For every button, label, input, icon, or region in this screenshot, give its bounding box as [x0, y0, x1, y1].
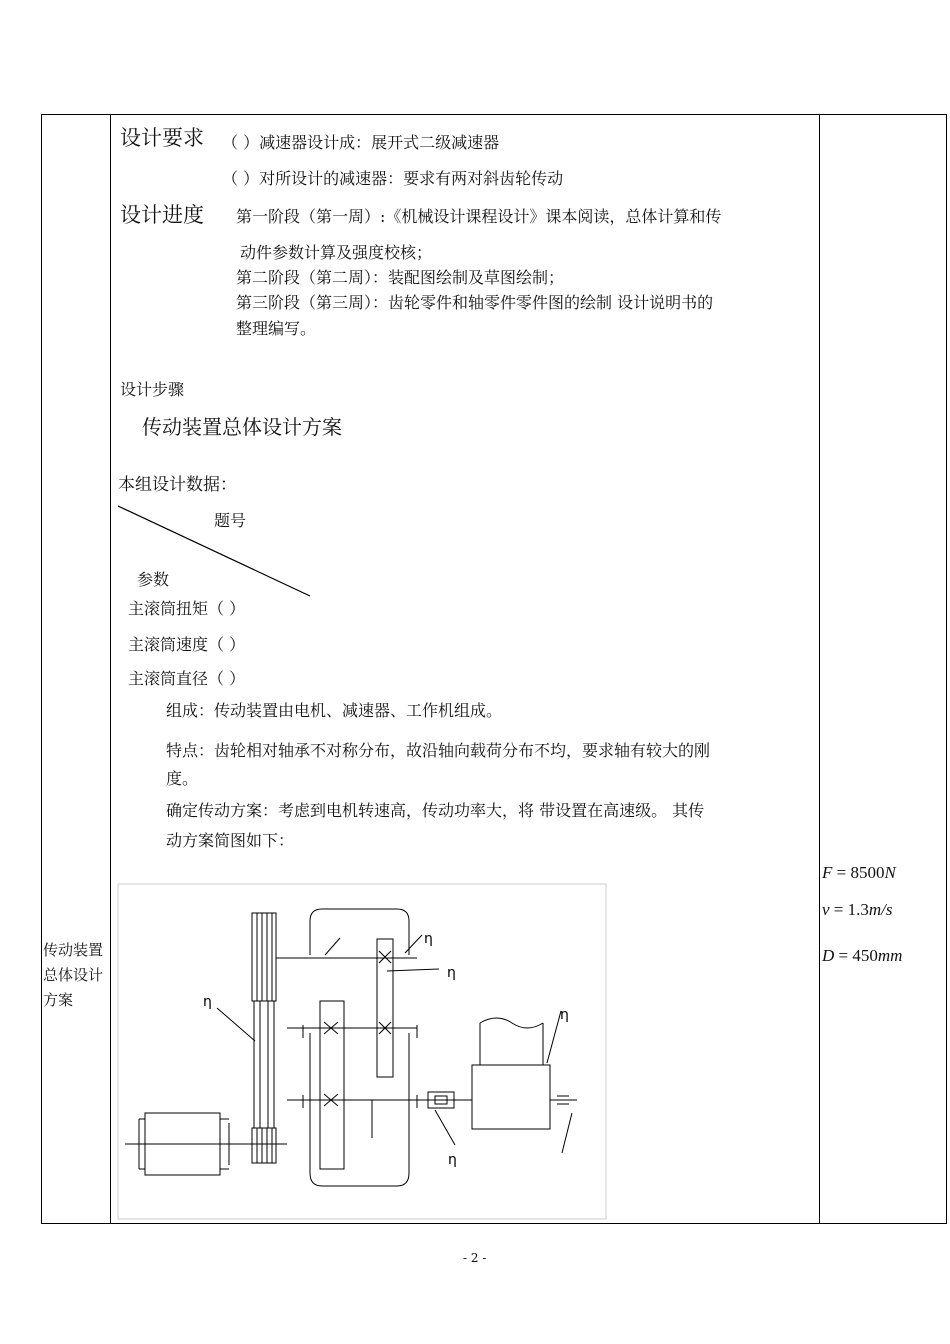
page-number: - 2 - [463, 1251, 487, 1265]
force-value [822, 863, 896, 883]
diameter-symbol: D [822, 946, 835, 965]
column-divider-right [819, 114, 820, 1224]
param-row: 主滚筒扭矩（ ） [128, 599, 246, 618]
transmission-diagram [117, 883, 607, 1220]
progress-line: 整理编写。 [236, 319, 317, 338]
belt-drive-icon [252, 913, 276, 1163]
param-row: 主滚筒直径（ ） [128, 669, 246, 688]
speed-unit: m/s [868, 900, 893, 919]
force-symbol: F [822, 863, 833, 882]
eta-label: η [447, 965, 456, 981]
column-divider-left [110, 114, 111, 1224]
design-progress-label: 设计进度 [120, 203, 204, 227]
force-unit: N [884, 863, 896, 882]
scheme-text: 确定传动方案：考虑到电机转速高，传动功率大，将 带设置在高速级。 其传 [166, 801, 705, 820]
gear-pair-high-icon [377, 939, 393, 1077]
eta-label: η [560, 1007, 569, 1023]
composition-text: 组成：传动装置由电机、减速器、工作机组成。 [166, 701, 503, 720]
left-column-line: 传动装置 [43, 941, 104, 959]
eta-label: η [203, 994, 212, 1010]
progress-line: 第二阶段（第二周）：装配图绘制及草图绘制； [236, 268, 565, 287]
diameter-unit: mm [877, 946, 903, 965]
diagram-border [118, 884, 606, 1219]
group-data-label: 本组设计数据： [118, 475, 237, 495]
motor-icon [125, 1113, 287, 1175]
drum-icon [472, 1018, 577, 1129]
features-text: 度。 [166, 769, 199, 788]
design-requirements-label: 设计要求 [120, 126, 204, 150]
speed-value [822, 900, 893, 920]
requirement-line: （ ）减速器设计成：展开式二级减速器 [222, 133, 500, 152]
table-header-bottom: 参数 [137, 570, 170, 589]
left-column-label [43, 938, 103, 1013]
diameter-number: = 450 [834, 946, 878, 965]
requirement-line: （ ）对所设计的减速器：要求有两对斜齿轮传动 [222, 169, 564, 188]
force-number: = 8500 [832, 863, 885, 882]
table-header-top: 题号 [214, 511, 247, 530]
diameter-value [822, 946, 902, 966]
design-steps-label: 设计步骤 [120, 380, 185, 399]
section-title: 传动装置总体设计方案 [142, 415, 342, 439]
left-column-line: 总体设计 [43, 966, 104, 984]
param-row: 主滚筒速度（ ） [128, 635, 246, 654]
features-text: 特点：齿轮相对轴承不对称分布，故沿轴向载荷分布不均，要求轴有较大的刚 [166, 741, 711, 760]
gear-pair-low-icon [320, 1001, 372, 1169]
progress-line: 第一阶段（第一周）:《机械设计课程设计》课本阅读，总体计算和传 [236, 207, 722, 226]
scheme-text: 动方案简图如下： [166, 831, 295, 850]
progress-line: 第三阶段（第三周）：齿轮零件和轴零件零件图的绘制 设计说明书的 [236, 293, 714, 312]
progress-line: 动件参数计算及强度校核； [240, 243, 433, 262]
speed-symbol: v [822, 900, 830, 919]
speed-number: = 1.3 [829, 900, 869, 919]
eta-label: η [448, 1152, 457, 1168]
left-column-line: 方案 [43, 991, 74, 1009]
eta-label: η [424, 931, 433, 947]
